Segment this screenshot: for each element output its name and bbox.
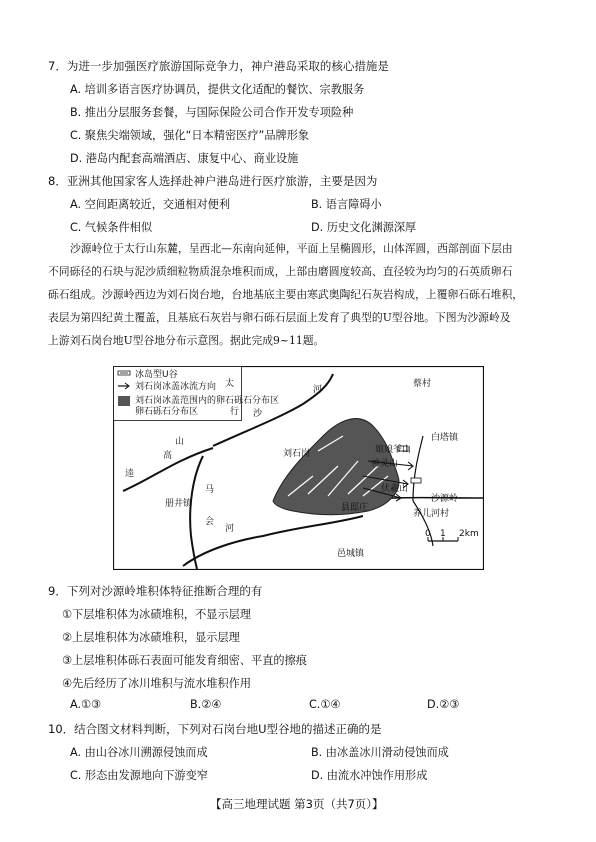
place-yangerhecun: 养儿河村: [413, 509, 450, 519]
q9-item-3: ③上层堆积体砾石表面可能发育细密、平直的擦痕: [62, 654, 307, 667]
legend-gravel-area: 刘石岗冰盖范围内的卵石砾石分布区: [135, 396, 280, 406]
q10-option-d: D. 由流水冲蚀作用形成: [311, 769, 428, 782]
scale-2km: 2km: [459, 529, 479, 539]
q10-stem: 10．结合图文材料判断，下列对石岗台地U型谷地的描述正确的是: [48, 722, 382, 736]
q8-stem: 8．亚洲其他国家客人选择赴神户港岛进行医疗旅游，主要是因为: [48, 174, 378, 188]
q10-option-b: B. 由冰盖冰川滑动侵蚀而成: [311, 746, 449, 759]
map-char: 山: [175, 437, 185, 447]
passage-line: 砾石组成。沙源岭西边为刘石岗台地，台地基底主要由寒武奥陶纪石灰岩构成，上覆卵石砾石堆积，: [48, 288, 524, 301]
passage-line: 上游刘石岗台地U型谷地分布示意图。据此完成9~11题。: [48, 334, 325, 347]
map-char: 马: [205, 485, 215, 495]
sketch-map: [113, 366, 484, 570]
passage-line: 表层为第四纪黄土覆盖，且基底石灰岩与卵石砾石层面上发育了典型的U型谷地。下图为沙源岭及: [48, 311, 511, 324]
q7-option-c: C. 聚焦尖端领域，强化“日本精密医疗”品牌形象: [70, 129, 310, 142]
passage-line: 不同砾径的石块与泥沙质细粒物质混杂堆积而成，上部由磨圆度较高、直径较为均匀的石英质卵石: [48, 265, 513, 278]
place-yichengzhen: 邑城镇: [337, 549, 365, 559]
q9-stem: 9．下列对沙源岭堆积体特征推断合理的有: [48, 584, 263, 598]
q8-option-a: A. 空间距离较近，交通相对便利: [70, 198, 231, 211]
q10-option-a: A. 由山谷冰川溯源侵蚀而成: [70, 746, 208, 759]
map-char: 行: [230, 407, 240, 417]
place-liushigang: 刘石岗: [283, 449, 311, 459]
legend-ice-flow: 刘石岗冰盖冰流方向: [135, 382, 217, 392]
q7-stem: 7．为进一步加强医疗旅游国际竞争力，神户港岛采取的核心措施是: [48, 59, 389, 73]
page-footer: 【高三地理试题 第3页（共7页）】: [210, 797, 384, 811]
q9-option-b: B.②④: [190, 698, 222, 711]
scale-1: 1: [440, 529, 446, 539]
passage-line: 沙源岭位于太行山东麓，呈西北—东南向延伸，平面上呈椭圆形，山体浑圆，西部剖面下层由: [70, 242, 513, 255]
q8-option-c: C. 气候条件相似: [70, 221, 153, 234]
map-char: 高: [163, 451, 173, 461]
place-caicun: 蔡村: [413, 379, 432, 389]
map-char: 会: [205, 517, 215, 527]
place-niangniangyeshan: 娘娘爷山: [375, 445, 412, 455]
place-shayuanling: 沙源岭: [431, 494, 459, 504]
q9-item-4: ④先后经历了冰川堆积与流水堆积作用: [62, 677, 252, 690]
q9-option-d: D.②③: [427, 698, 460, 711]
map-char: 太: [225, 379, 235, 389]
place-xiandizhuang: 县邸庄: [341, 503, 369, 513]
q7-option-b: B. 推出分层服务套餐，与国际保险公司合作开发专项险种: [70, 106, 354, 119]
q7-option-a: A. 培训多语言医疗协调员，提供文化适配的餐饮、宗教服务: [70, 83, 365, 96]
q7-option-d: D. 港岛内配套高端酒店、康复中心、商业设施: [70, 152, 299, 165]
map-char: 沙: [253, 409, 263, 419]
q9-option-c: C.①④: [309, 698, 341, 711]
legend-gravel-area-cont: 卵石砾石分布区: [135, 407, 199, 417]
scale-0: 0: [425, 529, 431, 539]
place-cejingzhen: 册井镇: [165, 499, 193, 509]
place-shenlingshan: 神灵山: [371, 459, 399, 469]
q9-option-a: A.①③: [70, 698, 102, 711]
place-fuxishan: 伏羲山: [381, 484, 409, 494]
legend-u-valley: 冰岛型U谷: [135, 370, 178, 380]
q8-option-b: B. 语言障碍小: [311, 198, 382, 211]
q9-item-2: ②上层堆积体为冰碛堆积，显示层理: [62, 631, 240, 644]
q9-item-1: ①下层堆积体为冰碛堆积，不显示层理: [62, 608, 252, 621]
place-baitazhen: 白塔镇: [431, 433, 459, 443]
gravel-area-legend-icon: [118, 396, 130, 406]
q10-option-c: C. 形态由发源地向下游变窄: [70, 769, 208, 782]
map-char: 逵: [125, 469, 135, 479]
q8-option-d: D. 历史文化渊源深厚: [311, 221, 417, 234]
passage: [48, 237, 554, 352]
map-char: 河: [313, 385, 323, 395]
map-char: 河: [225, 524, 235, 534]
